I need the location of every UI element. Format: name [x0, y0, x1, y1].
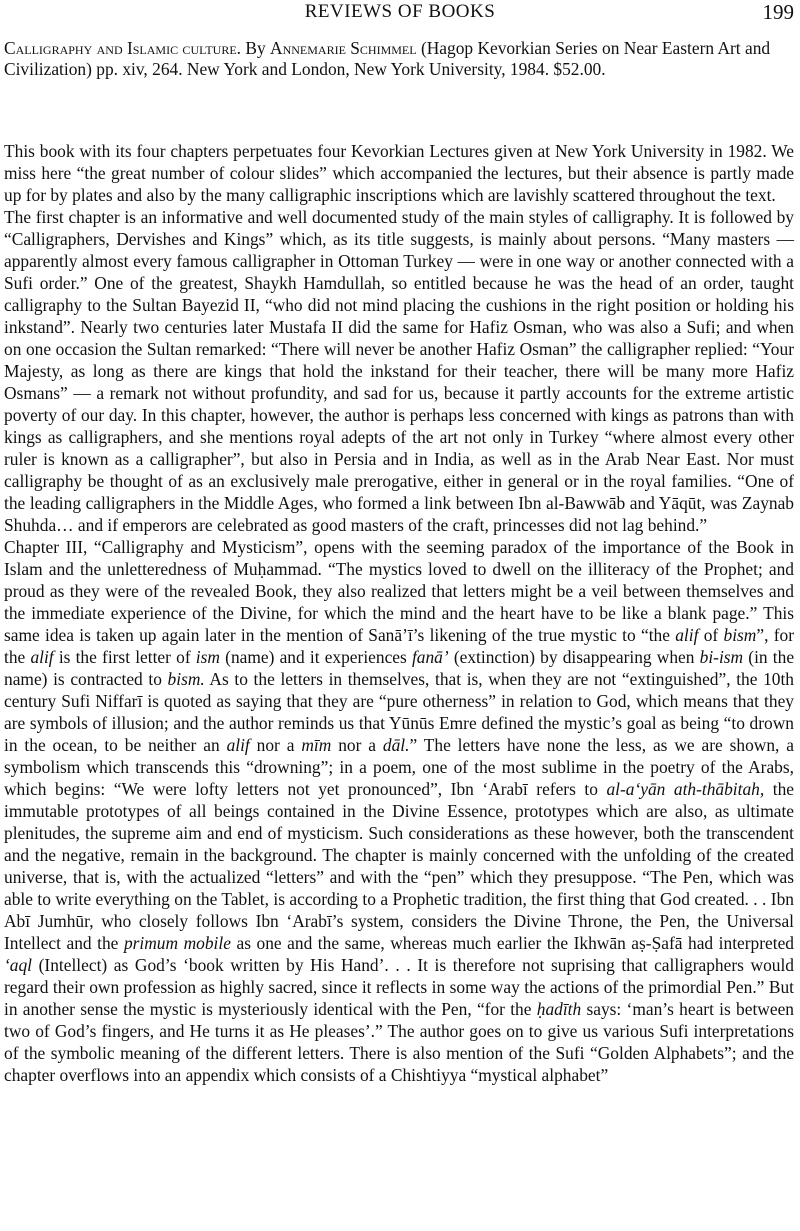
text-run: (extinction) by disappearing when: [448, 647, 700, 667]
italic-term: al-a‘yān ath-thābitah,: [606, 779, 765, 799]
paragraph: [4, 140, 794, 206]
italic-term: ism: [195, 647, 220, 667]
citation-details: (Hagop Kevorkian Series on Near Eastern Art and Civilization) pp. xiv, 264. New York and London, New York University, 1984. $52.00.: [4, 38, 771, 79]
italic-term: bi-ism: [699, 647, 744, 667]
italic-term: primum mobile: [123, 933, 231, 953]
text-run: ”, for the: [4, 625, 794, 667]
italic-term: alif: [30, 647, 54, 667]
text-run: (in the name) is contracted to: [4, 647, 795, 689]
text-run: This book with its four chapters perpetuates four Kevorkian Lectures given at New York University in 1982. We miss here “the great number of colour slides” which accompanied the lectures, but their absence is partly made up for by plates and also by the many calligraphic inscriptions which are lavishly scattered throughout the text.: [4, 141, 794, 205]
text-run: says: ‘man’s heart is between two of God’s fingers, and He turns it as He pleases’.” The author goes on to give us various Sufi interpretations of the symbolic meaning of the different letters. There is also mention of the Sufi “Golden Alphabets”; and the chapter overflows into an appendix which consists of a Chishtiyya “mystical alphabet”: [4, 999, 794, 1085]
italic-term: dāl.: [382, 735, 410, 755]
italic-term: bism.: [167, 669, 205, 689]
text-run: as one and the same, whereas much earlier the Ikhwān aṣ-Ṣafā had interpreted: [230, 933, 794, 953]
text-run: of: [698, 625, 724, 645]
text-run: Chapter III, “Calligraphy and Mysticism”, opens with the seeming paradox of the importance of the Book in Islam and the unletteredness of Muḥammad. “The mystics loved to dwell on the illiteracy of the Prophet; and proud as they were of the revealed Book, they also realized that letters might be a veil between themselves and the immediate experience of the Divine, for which the mind and the heart have to be like a blank page.” This same idea is taken up again later in the mention of Sanā’ī’s likening of the true mystic to “the: [4, 537, 794, 645]
running-head-title: REVIEWS OF BOOKS: [304, 1, 496, 22]
running-head: [0, 0, 800, 24]
review-body: [4, 140, 794, 1086]
book-citation: [4, 38, 794, 80]
italic-term: mīm: [301, 735, 332, 755]
italic-term: ‘aql: [4, 955, 33, 975]
paragraph: [4, 206, 794, 536]
text-run: the immutable prototypes of all beings contained in the Divine Essence, prototypes which are also, as ultimate plenitudes, the supreme aim and end of mysticism. Such considerations as these however, both the transcendent and the negative, remain in the background. The chapter is mainly concerned with the unfolding of the created universe, that is, with the actualized “letters” and with the “pen” which they presuppose. “The Pen, which was able to write everything on the Tablet, is according to a Prophetic tradition, the first thing that God created. . . Ibn Abī Jumhūr, who closely follows Ibn ‘Arabī’s system, considers the Divine Throne, the Pen, the Universal Intellect and the: [4, 779, 794, 953]
page-number: 199: [762, 0, 794, 24]
paragraph: [4, 536, 794, 1086]
text-run: (Intellect) as God’s ‘book written by His Hand’. . . It is therefore not suprising that calligraphers would regard their own profession as highly sacred, since it reflects in some way the actions of the primordial Pen.” But in another sense the mystic is mysteriously identical with the Pen, “for the: [4, 955, 794, 1019]
citation-by: By: [241, 38, 271, 58]
text-run: As to the letters in themselves, that is, when they are not “extinguished”, the 10th century Sufi Niffarī is quoted as saying that they are “pure otherness” in relation to God, which means that they are symbols of illusion; and the author reminds us that Yūnūs Emre defined the mystic’s goal as being “to drown in the ocean, to be neither an: [4, 669, 794, 755]
italic-term: fanā’: [411, 647, 449, 667]
italic-term: alif: [226, 735, 250, 755]
italic-term: bism: [723, 625, 757, 645]
text-run: nor a: [331, 735, 383, 755]
text-run: The first chapter is an informative and well documented study of the main styles of calligraphy. It is followed by “Calligraphers, Dervishes and Kings” which, as its title suggests, is mainly about persons. “Many masters — apparently almost every famous calligrapher in Ottoman Turkey — were in one way or another connected with a Sufi order.” One of the greatest, Shaykh Hamdullah, so entitled because he was the head of an order, taught calligraphy to the Sultan Bayezid II, “who did not mind placing the cushions in the right position or holding his inkstand”. Nearly two centuries later Mustafa II did the same for Hafiz Osman, who was also a Sufi; and when on one occasion the Sultan remarked: “There will never be another Hafiz Osman” the calligrapher replied: “Your Majesty, as long as there are kings that hold the inkstand for their teacher, there will be many more Hafiz Osmans” — a remark not without profundity, and sad for us, because it partly accounts for the extreme artistic poverty of our day. In this chapter, however, the author is perhaps less concerned with kings as patrons than with kings as calligraphers, and she mentions royal adepts of the art not only in Turkey “where almost every other ruler is known as a calligrapher”, but also in Persia and in India, as well as in the Arab Near East. Nor must calligraphy be thought of as an exclusively male prerogative, either in general or in the royal families. “One of the leading calligraphers in the Middle Ages, who formed a link between Ibn al-Bawwāb and Yāqūt, was Zaynab Shuhda… and if emperors are celebrated as good masters of the craft, princesses did not lag behind.”: [4, 207, 794, 535]
book-author: Annemarie Schimmel: [270, 38, 417, 58]
text-run: nor a: [249, 735, 302, 755]
italic-term: ḥadīth: [536, 999, 582, 1019]
text-run: ” The letters have none the less, as we are shown, a symbolism which transcends this “drowning”; in a poem, one of the most sublime in the poetry of the Arabs, which begins: “We were lofty letters not yet pronounced”, Ibn ‘Arabī refers to: [4, 735, 794, 799]
book-title: Calligraphy and Islamic culture.: [4, 38, 242, 58]
text-run: (name) and it experiences: [219, 647, 412, 667]
text-run: is the first letter of: [53, 647, 196, 667]
italic-term: alif: [675, 625, 699, 645]
